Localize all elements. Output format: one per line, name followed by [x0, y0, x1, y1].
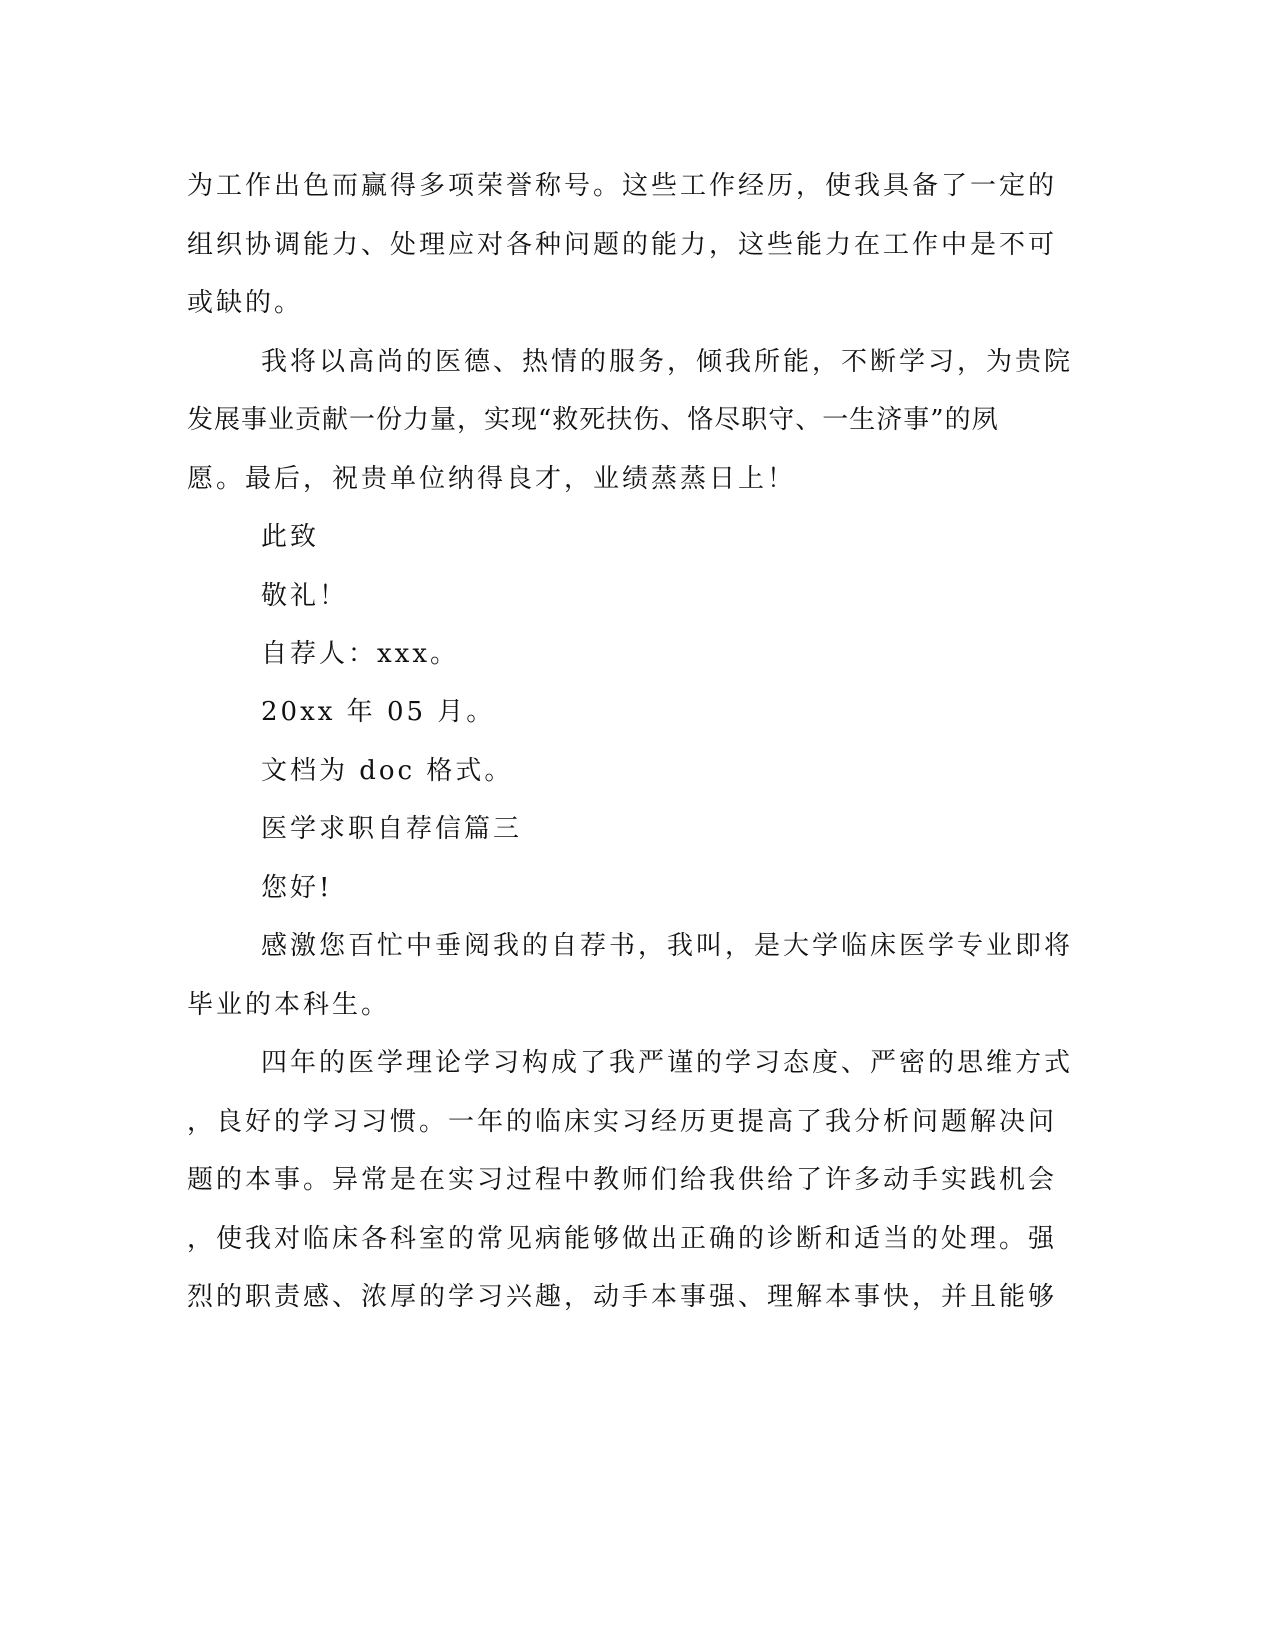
body-text-line: 题的本事。异常是在实习过程中教师们给我供给了许多动手实践机会	[187, 1165, 1058, 1195]
body-text-line: ，使我对临床各科室的常见病能够做出正确的诊断和适当的处理。强	[187, 1224, 1058, 1254]
body-text-line: 愿。最后，祝贵单位纳得良才，业绩蒸蒸日上！	[187, 464, 797, 494]
date-line: 20xx 年 05 月。	[261, 697, 496, 727]
body-text-line: ，良好的学习习惯。一年的临床实习经历更提高了我分析问题解决问	[187, 1107, 1058, 1137]
paragraph-first-line: 感激您百忙中垂阅我的自荐书，我叫，是大学临床医学专业即将	[261, 931, 1074, 961]
closing-salutation: 此致	[261, 522, 320, 552]
format-note: 文档为 doc 格式。	[261, 756, 514, 786]
body-text-line: 烈的职责感、浓厚的学习兴趣，动手本事强、理解本事快，并且能够	[187, 1282, 1058, 1312]
greeting: 您好!	[261, 873, 333, 903]
closing-regards: 敬礼！	[261, 581, 349, 611]
paragraph-first-line: 我将以高尚的医德、热情的服务，倾我所能，不断学习，为贵院	[261, 347, 1074, 377]
signature-line: 自荐人：xxx。	[261, 639, 459, 669]
paragraph-first-line: 四年的医学理论学习构成了我严谨的学习态度、严密的思维方式	[261, 1048, 1074, 1078]
body-text-line: 组织协调能力、处理应对各种问题的能力，这些能力在工作中是不可	[187, 230, 1058, 260]
section-title: 医学求职自荐信篇三	[261, 814, 523, 844]
body-text-line: 毕业的本科生。	[187, 990, 391, 1020]
body-text-line: 发展事业贡献一份力量，实现“救死扶伤、恪尽职守、一生济事”的夙	[187, 405, 999, 435]
body-text-line: 为工作出色而赢得多项荣誉称号。这些工作经历，使我具备了一定的	[187, 171, 1058, 201]
body-text-line: 或缺的。	[187, 288, 304, 318]
